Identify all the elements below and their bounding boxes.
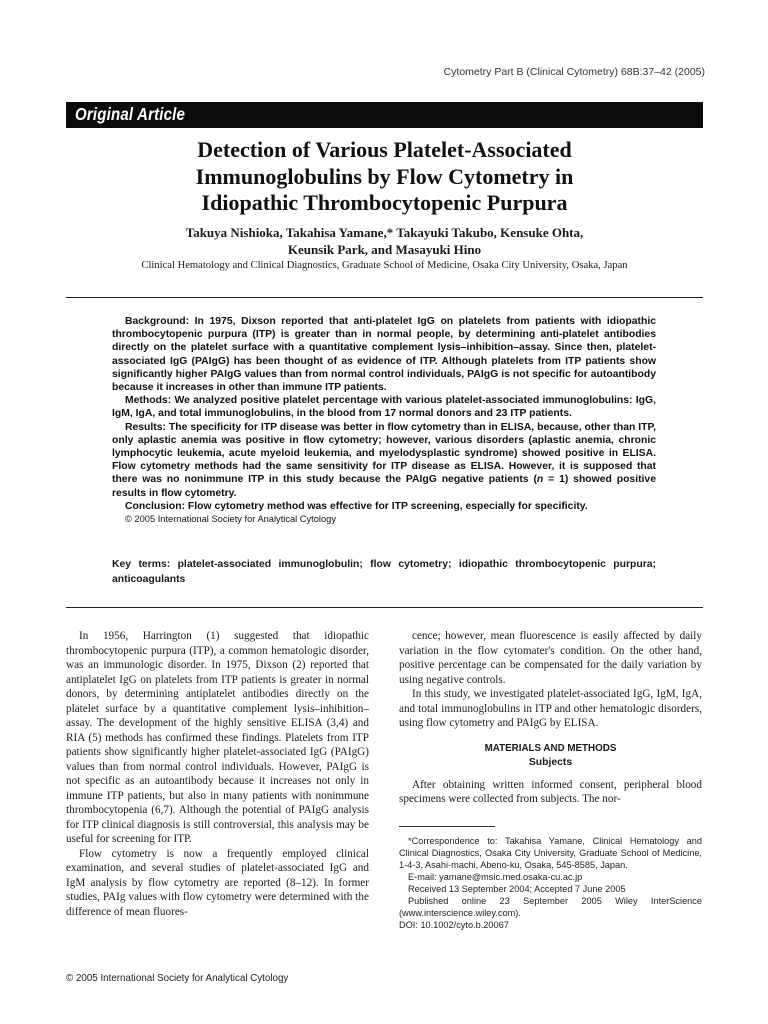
n-symbol: n [536, 474, 544, 486]
title-line: Detection of Various Platelet-Associated [197, 137, 572, 162]
subsection-heading: Subjects [528, 756, 573, 768]
abstract-top-rule [66, 297, 703, 298]
body-paragraph: In this study, we investigated platelet-associated IgG, IgM, IgA, and total immunoglobulins in ITP and other hematologic disorders, using flow cytometry and PAIgG by ELISA. [399, 688, 702, 729]
article-type-label: Original Article [75, 104, 186, 124]
body-paragraph: cence; however, mean fluorescence is easily affected by daily variation in the flow cytomater's condition. On the other hand, positive percentage can be compensated for the daily variation by using negative controls. [399, 630, 702, 686]
footnote-correspondence: *Correspondence to: Takahisa Yamane, Clinical Hematology and Clinical Diagnostics, Osaka City University, Graduate School of Medicine, 1-4-3, Asahi-machi, Abeno-ku, Osaka, 545-8585, Japan. [399, 836, 702, 870]
author-line: Keunsik Park, and Masayuki Hino [287, 242, 482, 257]
abstract [112, 315, 656, 526]
article-type-banner [66, 102, 703, 128]
footnote-email: E-mail: yamane@msic.med.osaka-cu.ac.jp [408, 872, 583, 882]
body-column-right [399, 629, 702, 807]
footnote-rule [399, 826, 495, 827]
title-line: Idiopathic Thrombocytopenic Purpura [201, 190, 568, 215]
abstract-conclusion: Conclusion: Flow cytometry method was effective for ITP screening, especially for specificity. [125, 500, 588, 512]
title-line: Immunoglobulins by Flow Cytometry in [195, 163, 574, 189]
body-top-rule [66, 607, 703, 608]
author-line: Takuya Nishioka, Takahisa Yamane,* Takayuki Takubo, Kensuke Ohta, [185, 225, 584, 240]
body-paragraph: Flow cytometry is now a frequently employed clinical examination, and several studies of platelet-associated IgG and IgM analysis by flow cytometry are reported (8–12). In former studies, PAIg values with flow cytometry were determined with the difference of mean fluores- [66, 847, 369, 918]
section-heading: MATERIALS AND METHODS [484, 742, 617, 754]
body-paragraph: After obtaining written informed consent, peripheral blood specimens were collected from subjects. The nor- [399, 778, 702, 805]
body-column-left [66, 629, 369, 919]
footnote-received: Received 13 September 2004; Accepted 7 June 2005 [408, 884, 626, 894]
author-list [66, 224, 703, 258]
footnote-doi: DOI: 10.1002/cyto.b.20067 [399, 920, 509, 930]
body-paragraph: In 1956, Harrington (1) suggested that idiopathic thrombocytopenic purpura (ITP), a common hematologic disorder, was an immunologic disorder. In 1975, Dixson (2) reported that antiplatelet IgG on platelets from ITP patients is greater in normal donors, by determining antiplatelet antibodies directly on the platelet surface by a quantitative complement lysis–inhibition–assay. The development of the highly sensitive ELISA (3,4) and RIA (5) methods has confirmed these findings. Platelets from ITP patients show significantly higher platelet-associated IgG (PAIgG) values than from normal control individuals. However, PAIgG is not specific as an autoantibody because it increases not only in immune ITP patients, but also in many patients with nonimmune thrombocytopenia (6,7). Although the potential of PAIgG analysis for ITP clinical diagnosis is still controversial, this analysis may be useful for screening for ITP. [66, 630, 369, 845]
footnote-published: Published online 23 September 2005 Wiley InterScience (www.interscience.wiley.com). [399, 896, 702, 918]
affiliation: Clinical Hematology and Clinical Diagnostics, Graduate School of Medicine, Osaka City University, Osaka, Japan [141, 260, 628, 271]
abstract-copyright: © 2005 International Society for Analytical Cytology [125, 514, 336, 525]
abstract-background: Background: In 1975, Dixson reported that anti-platelet IgG on platelets from patients with idiopathic thrombocytopenic purpura (ITP) is greater than in normal people, by determining anti-platelet antibodies directly on the platelet surface with a quantitative complement lysis–inhibition–assay. Since then, platelet-associated IgG (PAIgG) has been thought of as evidence of ITP. Although platelets from ITP patients show significantly higher PAIgG values than from normal control individuals, PAIgG is not specific for autoantibody because it increases in other than immune ITP patients. [112, 316, 656, 394]
article-title [66, 137, 703, 217]
abstract-results: Results: The specificity for ITP disease was better in flow cytometry than in ELISA, because, other than ITP, only aplastic anemia was positive in flow cytometry; however, various disorders (aplastic anemia, chronic lymphocytic leukemia, acute myeloid leukemia, and myelodysplastic syndrome) showed positive in ELISA. Flow cytometry methods had the same sensitivity for ITP disease as ELISA. However, it is supposed that there was no nonimmune ITP in this study because the PAIgG negative patients (n = 1) showed positive results in flow cytometry. [112, 421, 656, 499]
footnotes [399, 835, 702, 931]
journal-reference: Cytometry Part B (Clinical Cytometry) 68B:37–42 (2005) [443, 66, 705, 78]
key-terms: Key terms: platelet-associated immunoglobulin; flow cytometry; idiopathic thrombocytopenic purpura; anticoagulants [112, 559, 656, 585]
footer-copyright: © 2005 International Society for Analytical Cytology [66, 973, 289, 984]
abstract-methods: Methods: We analyzed positive platelet percentage with various platelet-associated immunoglobulins: IgG, IgM, IgA, and total immunoglobulins, in the blood from 17 normal donors and 23 ITP patients. [112, 395, 656, 420]
